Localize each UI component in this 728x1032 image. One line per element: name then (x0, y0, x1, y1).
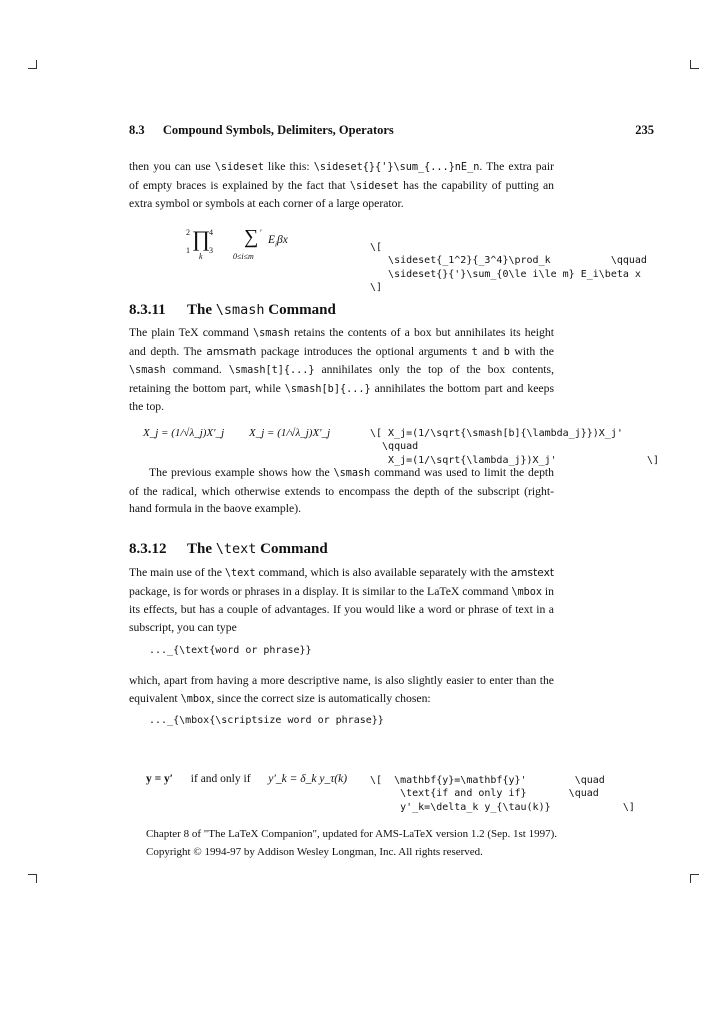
example2-math-left: X_j = (1/√λ_j)X′_j (143, 427, 225, 439)
header-section-title: Compound Symbols, Delimiters, Operators (162, 123, 394, 137)
prod-br: 3 (209, 246, 213, 255)
example2-code: \[ X_j=(1/\sqrt{\smash[b]{\lambda_j}})X_j' \qquad X_j=(1/\sqrt{\lambda_j})X_j' \] (370, 427, 659, 466)
example1-code: \[ \sideset{_1^2}{_3^4}\prod_k \qquad \sideset{}{'}\sum_{0\le i\le m} E_i\beta x \] (370, 241, 647, 294)
example3-math (146, 773, 347, 785)
text-paragraph-2: which, apart from having a more descriptive name, is also slightly easier to enter than the equivalent \mbox, since the correct size is automatically chosen: (129, 674, 554, 705)
sum-prime: ′ (260, 228, 262, 238)
prod-under: k (199, 252, 203, 261)
crop-mark-bottom-left (28, 874, 37, 883)
crop-mark-top-left (28, 60, 37, 69)
smash-paragraph: The plain TeX command \smash retains the contents of a box but annihilates its height and depth. The amsmath package introduces the optional arguments t and b with the \smash command. \smash[t]{...} annihilates only the top of the box contents, retaining the bottom part, while \smash[b]{...} annihilates the bottom part and keeps the top. (129, 326, 555, 414)
example3-code: \[ \mathbf{y}=\mathbf{y}' \quad \text{if and only if} \quad y'_k=\delta_k y_{\tau(k)} \] (370, 774, 635, 813)
math-y-delta: y′_k = δ_k y_τ(k) (268, 773, 348, 785)
crop-mark-bottom-right (690, 874, 699, 883)
example2-math-right: X_j = (1/√λ_j)X′_j (249, 427, 331, 439)
code-mbox-subscript: ..._{\mbox{\scriptsize word or phrase}} (149, 715, 384, 726)
math-text-iff: if and only if (190, 773, 251, 785)
sum-body: $E_i\beta x$ (268, 234, 288, 249)
section-heading-text: 8.3.12 The \text Command (129, 541, 328, 557)
example1-math (170, 228, 360, 268)
footer-line-2: Copyright © 1994-97 by Addison Wesley Longman, Inc. All rights reserved. (146, 846, 483, 858)
prod-symbol: ∏ (192, 226, 211, 251)
sum-under: 0≤i≤m (233, 252, 254, 261)
footer-line-1: Chapter 8 of "The LaTeX Companion", updated for AMS-LaTeX version 1.2 (Sep. 1st 1997). (146, 828, 557, 840)
running-header (129, 123, 654, 138)
intro-paragraph: then you can use \sideset like this: \sideset{}{'}\sum_{...}nE_n. The extra pair of empty braces is explained by the fact that \sideset has the capability of putting an extra symbol or symbols at each corner of a large operator. (129, 160, 555, 211)
crop-mark-top-right (690, 60, 699, 69)
prod-bl: 1 (186, 246, 190, 255)
header-section-number: 8.3 (129, 123, 145, 137)
page-number: 235 (635, 123, 654, 137)
prod-tl: 2 (186, 228, 190, 237)
smash-follow-paragraph: The previous example shows how the \smash command was used to limit the depth of the radical, which otherwise extends to encompass the depth of the subscript (right-hand formula in the baove example). (129, 466, 555, 516)
sum-symbol: ∑ (244, 226, 259, 248)
math-bold-y: y = y′ (146, 773, 174, 785)
section-heading-smash: 8.3.11 The \smash Command (129, 302, 336, 318)
text-paragraph: The main use of the \text command, which is also available separately with the amstext package, is for words or phrases in a display. It is similar to the LaTeX command \mbox in its effects, but has a couple of advantages. If you would like a word or phrase of text in a subscript, you can type (129, 566, 555, 634)
prod-tr: 4 (209, 228, 213, 237)
code-text-subscript: ..._{\text{word or phrase}} (149, 645, 312, 656)
